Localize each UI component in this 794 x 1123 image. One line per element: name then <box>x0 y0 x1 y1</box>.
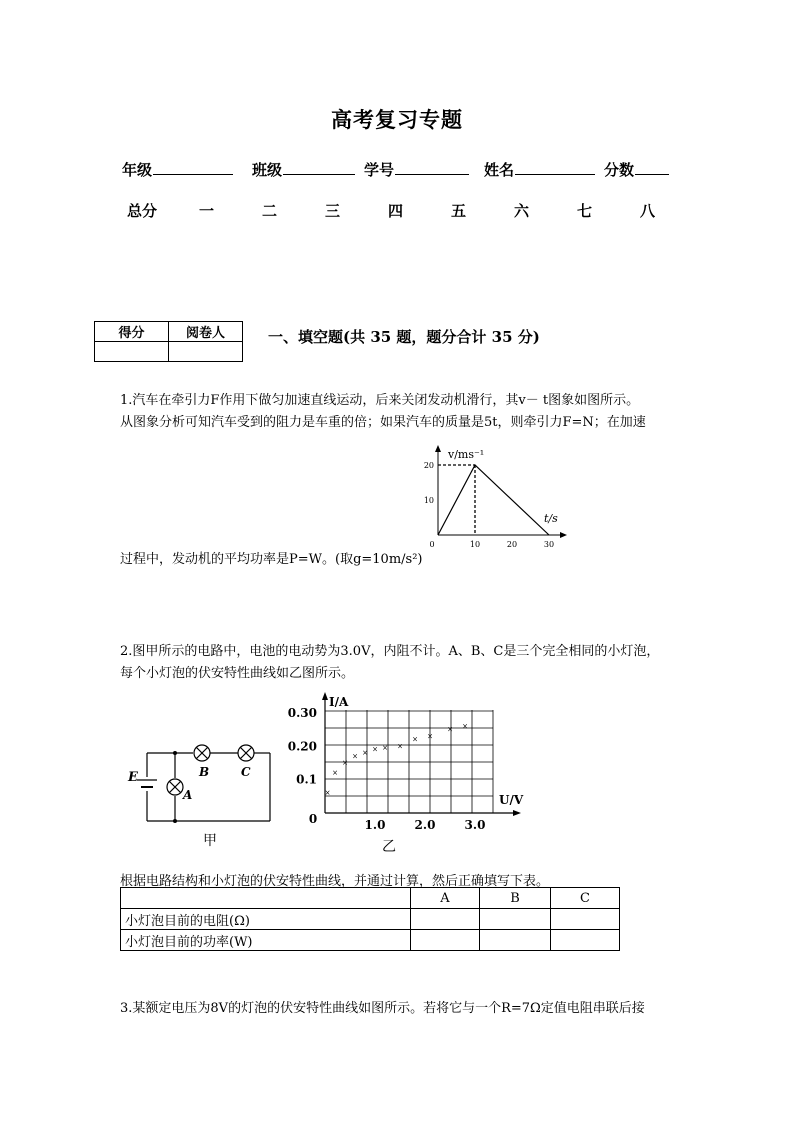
vt-y-arrow <box>435 445 441 452</box>
answer-header-a: A <box>411 888 480 909</box>
junction-top <box>173 751 177 755</box>
iv-y-arrow <box>322 692 328 700</box>
iv-y-axis-label: I/A <box>329 695 349 709</box>
iv-x-axis-label: U/V <box>499 793 524 807</box>
vt-y-axis-label: v/ms⁻¹ <box>448 448 485 461</box>
student-number-label: 学号 <box>364 161 395 179</box>
row-label-resistance: 小灯泡目前的电阻(Ω) <box>121 909 411 930</box>
page-title: 高考复习专题 <box>331 107 463 132</box>
score-label: 分数 <box>604 161 635 179</box>
iv-y-tick-label: 0.1 <box>296 772 317 787</box>
label-c: C <box>241 765 251 779</box>
score-col-4: 四 <box>388 202 404 220</box>
section-title: 一、填空题(共 35 题，题分合计 35 分) <box>268 328 540 346</box>
iv-data-point: × <box>372 745 378 754</box>
q2-instruction: 根据电路结构和小灯泡的伏安特性曲线，并通过计算，然后正确填写下表。 <box>120 874 550 889</box>
iv-x-tick-label: 0 <box>308 812 318 826</box>
iv-data-point: × <box>342 759 348 768</box>
grader-score-cell[interactable] <box>95 342 169 362</box>
score-col-1: 一 <box>199 202 215 220</box>
resistance-b-cell[interactable] <box>480 909 551 930</box>
q1-line1: 1.汽车在牵引力F作用下做匀加速直线运动，后来关闭发动机滑行，其v－ t图象如图所示。 <box>120 393 640 408</box>
q3-line1: 3.某额定电压为8V的灯泡的伏安特性曲线如图所示。若将它与一个R=7Ω定值电阻串联后接 <box>120 1001 645 1016</box>
score-col-5: 五 <box>451 202 467 220</box>
vt-graph <box>420 440 570 555</box>
table-row <box>121 909 620 930</box>
answer-header-b: B <box>480 888 551 909</box>
vt-x-tick-label: 10 <box>469 540 481 549</box>
vt-x-tick-label: 0 <box>429 540 435 549</box>
circuit-diagram <box>125 735 280 855</box>
q2-line1: 2.图甲所示的电路中，电池的电动势为3.0V，内阻不计。A、B、C是三个完全相同的小灯泡， <box>120 644 660 659</box>
label-b: B <box>199 765 210 779</box>
answer-header-blank <box>121 888 411 909</box>
iv-x-arrow <box>513 810 521 816</box>
iv-data-point: × <box>382 744 388 753</box>
iv-data-point: × <box>324 789 331 798</box>
grader-reviewer-cell[interactable] <box>169 342 243 362</box>
class-label: 班级 <box>252 161 283 179</box>
score-col-6: 六 <box>514 202 530 220</box>
grader-score-header: 得分 <box>95 322 169 342</box>
power-c-cell[interactable] <box>551 930 620 951</box>
score-col-total: 总分 <box>127 202 158 220</box>
resistance-a-cell[interactable] <box>411 909 480 930</box>
iv-data-point: × <box>412 735 418 744</box>
grader-box <box>94 321 243 362</box>
score-col-2: 二 <box>262 202 278 220</box>
score-field[interactable] <box>604 158 669 180</box>
vt-y-tick-label: 10 <box>423 496 434 505</box>
row-label-power: 小灯泡目前的功率(W) <box>121 930 411 951</box>
student-info-row <box>122 158 682 182</box>
iv-data-point: × <box>332 769 338 778</box>
vt-series-line <box>438 465 549 535</box>
label-a: A <box>183 788 193 802</box>
iv-y-tick-label: 0.30 <box>287 706 317 721</box>
name-label: 姓名 <box>484 161 515 179</box>
q1-line2: 从图象分析可知汽车受到的阻力是车重的倍；如果汽车的质量是5t，则牵引力F=N；在加速 <box>120 415 646 430</box>
score-col-8: 八 <box>640 202 656 220</box>
class-field[interactable] <box>252 158 355 180</box>
iv-data-point: × <box>362 749 368 758</box>
table-row <box>121 930 620 951</box>
vt-y-tick-label: 20 <box>423 461 434 470</box>
answer-table <box>120 887 620 951</box>
score-col-7: 七 <box>577 202 593 220</box>
label-e: E <box>128 770 138 785</box>
grade-label: 年级 <box>122 161 153 179</box>
power-a-cell[interactable] <box>411 930 480 951</box>
vt-x-tick-label: 20 <box>506 540 518 549</box>
answer-table-header <box>121 888 620 909</box>
iv-x-tick-label: 2.0 <box>414 818 436 832</box>
grade-field[interactable] <box>122 158 233 180</box>
iv-data-point: × <box>352 752 358 761</box>
circuit-caption: 甲 <box>203 833 217 849</box>
iv-x-tick-label: 3.0 <box>464 818 486 832</box>
junction-bottom <box>173 819 177 823</box>
iv-graph-caption: 乙 <box>382 839 396 855</box>
iv-data-point: × <box>462 722 468 731</box>
vt-x-axis-label: t/s <box>544 512 558 525</box>
student-number-field[interactable] <box>364 158 469 180</box>
vt-x-tick-label: 30 <box>543 540 555 549</box>
iv-data-point: × <box>397 742 403 751</box>
power-b-cell[interactable] <box>480 930 551 951</box>
name-field[interactable] <box>484 158 595 180</box>
grader-reviewer-header: 阅卷人 <box>169 322 243 342</box>
q1-line3: 过程中，发动机的平均功率是P=W。(取g=10m/s²) <box>120 552 423 567</box>
vt-x-arrow <box>560 532 567 538</box>
iv-x-tick-label: 1.0 <box>364 818 386 832</box>
answer-header-c: C <box>551 888 620 909</box>
q2-line2: 每个小灯泡的伏安特性曲线如乙图所示。 <box>120 666 355 681</box>
iv-y-tick-label: 0.20 <box>287 739 317 754</box>
iv-graph <box>285 688 530 858</box>
iv-data-point: × <box>447 725 453 734</box>
iv-data-point: × <box>427 732 433 741</box>
score-col-3: 三 <box>325 202 341 220</box>
resistance-c-cell[interactable] <box>551 909 620 930</box>
